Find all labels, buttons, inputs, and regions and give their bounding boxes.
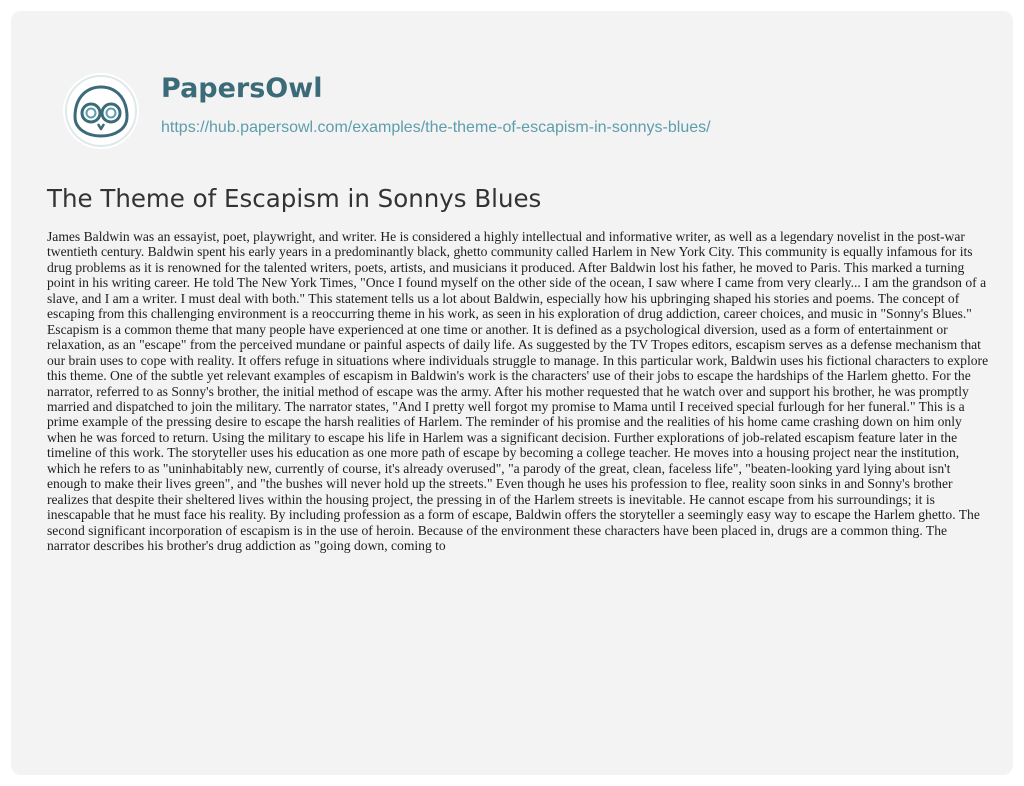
site-header: [61, 63, 961, 153]
brand-name[interactable]: PapersOwl: [161, 73, 323, 104]
owl-logo-icon: [61, 71, 141, 151]
essay-body: James Baldwin was an essayist, poet, playwright, and writer. He is considered a highly intellectual and informative writer, as well as a legendary novelist in the post-war twentieth century. Baldwin spent his early years in a predominantly black, ghetto community called Harlem in New York City. This community is equally infamous for its drug problems as it is renowned for the talented writers, poets, artists, and musicians it produced. After Baldwin lost his father, he moved to Paris. This marked a turning point in his writing career. He told The New York Times, "Once I found myself on the other side of the ocean, I saw where I came from very clearly... I am the grandson of a slave, and I am a writer. I must deal with both." This statement tells us a lot about Baldwin, especially how his upbringing shaped his stories and poems. The concept of escaping from this challenging environment is a reoccurring theme in his work, as seen in his exploration of drug addiction, career choices, and music in "Sonny's Blues." Escapism is a common theme that many people have experienced at one time or another. It is defined as a psychological diversion, used as a form of entertainment or relaxation, as an "escape" from the perceived mundane or painful aspects of daily life. As suggested by the TV Tropes editors, escapism serves as a defense mechanism that our brain uses to cope with reality. It offers refuge in situations where individuals struggle to manage. In this particular work, Baldwin uses his fictional characters to explore this theme. One of the subtle yet relevant examples of escapism in Baldwin's work is the characters' use of their jobs to escape the hardships of the Harlem ghetto. For the narrator, referred to as Sonny's brother, the initial method of escape was the army. After his mother requested that he watch over and support his brother, he was promptly married and dispatched to join the military. The narrator states, "And I pretty well forgot my promise to Mama until I received special furlough for her funeral." This is a prime example of the pressing desire to escape the harsh realities of Harlem. The reminder of his promise and the realities of his home came crashing down on him only when he was forced to return. Using the military to escape his life in Harlem was a significant decision. Further explorations of job-related escapism feature later in the timeline of this work. The storyteller uses his education as one more path of escape by becoming a college teacher. He moves into a housing project near the institution, which he refers to as "uninhabitably new, currently of course, it's already overused", "a parody of the great, clean, faceless life", "beaten-looking yard lying about isn't enough to make their lives green", and "the bushes will never hold up the streets." Even though he uses his profession to flee, reality soon sinks in and Sonny's brother realizes that despite their sheltered lives within the housing project, the pressing in of the Harlem streets is inevitable. He cannot escape from his surroundings; it is inescapable that he must face his reality. By including profession as a form of escape, Baldwin offers the storyteller a seemingly easy way to escape the Harlem ghetto. The second significant incorporation of escapism is in the use of heroin. Because of the environment these characters have been placed in, drugs are a common thing. The narrator describes his brother's drug addiction as "going down, coming to: [47, 229, 989, 554]
source-url-link[interactable]: https://hub.papersowl.com/examples/the-theme-of-escapism-in-sonnys-blues/: [161, 119, 711, 136]
page-card: [11, 11, 1013, 775]
essay-title: The Theme of Escapism in Sonnys Blues: [47, 184, 542, 213]
